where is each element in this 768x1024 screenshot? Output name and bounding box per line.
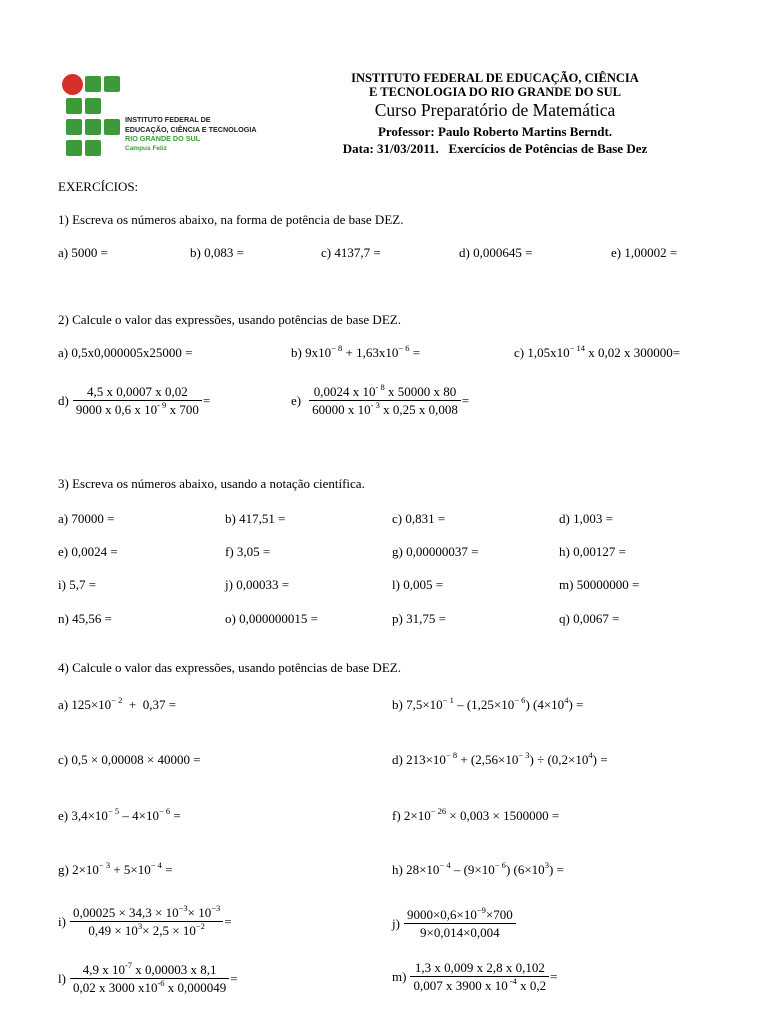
q2-item-a: a) 0,5x0,000005x25000 =: [58, 345, 193, 360]
logo-text-line3: RIO GRANDE DO SUL: [125, 134, 201, 143]
logo-square: [66, 119, 82, 135]
logo-text-line1: INSTITUTO FEDERAL DE: [125, 115, 211, 124]
q3-item: c) 0,831 =: [392, 511, 446, 526]
q3-item: d) 1,003 =: [559, 511, 613, 526]
logo-square: [104, 119, 120, 135]
logo-square: [85, 98, 101, 114]
q3-item: n) 45,56 =: [58, 611, 112, 626]
q3-item: b) 417,51 =: [225, 511, 286, 526]
q4-item-i: i) $\frac{0,00025 \times 34,3 \times 10^{-3}\times 10^{-3}}{0,49 \times 10^3\times 2,5 \times 10^{-2}}$ =: [58, 902, 232, 938]
q4-item-b: b) $7,5\times 10^{- 1} - (1,25\times 10^{- 6}) (4\times 10^4)$ =: [392, 694, 584, 712]
q3-item: i) 5,7 =: [58, 577, 97, 592]
q3-item: e) 0,0024 =: [58, 544, 118, 559]
fraction: $\frac{9000\times 0,6\times 10^{-9}\times 700}{9\times 0,014\times 0,004}$: [404, 906, 516, 941]
q3-item: g) 0,00000037 =: [392, 544, 479, 559]
logo-text-line4: Campus Feliz: [125, 144, 167, 152]
q4-item-m: m) $\frac{1,3 x 0,009 x 2,8 x 0,102}{0,007 x 3900 x 10 ^{-4} x 0,2}$ =: [392, 960, 558, 993]
q2-item-b: b) $9x10^{- 8} + 1,63x10^{- 6}$ =: [291, 342, 421, 360]
q4-item-e: e) $3,4\times 10^{- 5} - 4\times 10^{- 6}$ =: [58, 805, 181, 823]
fraction: $\frac{0,00025 \times 34,3 \times 10^{-3}\times 10^{-3}}{0,49 \times 10^3\times 2,5 \times 10^{-2}}$: [70, 904, 223, 939]
logo-square: [66, 98, 82, 114]
logo-square: [104, 76, 120, 92]
fraction: $\frac{4,9 x 10^{-7} x 0,00003 x 8,1}{0,02 x 3000 x10^{-6} x 0,000049}$: [70, 961, 229, 996]
q3-item: o) 0,000000015 =: [225, 611, 318, 626]
q4-item-j: j) $\frac{9000\times 0,6\times 10^{-9}\times 700}{9\times 0,014\times 0,004}$: [392, 906, 516, 941]
q1-item: d) 0,000645 =: [459, 245, 533, 260]
logo-square: [85, 140, 101, 156]
logo-square: [85, 119, 101, 135]
q4-item-h: h) $28\times 10^{- 4} - (9\times 10^{- 6}) (6\times 10^3)$ =: [392, 859, 564, 877]
fraction: $\frac{1,3 x 0,009 x 2,8 x 0,102}{0,007 x 3900 x 10 ^{-4} x 0,2}$: [410, 959, 549, 994]
institution-line1: INSTITUTO FEDERAL DE EDUCAÇÃO, CIÊNCIA: [351, 71, 639, 85]
q1-item: c) 4137,7 =: [321, 245, 381, 260]
institute-logo: [62, 74, 267, 164]
q2-item-d: d) $\frac{4,5 x 0,0007 x 0,02}{9000 x 0,6 x 10^{- 9} x 700}$ =: [58, 384, 211, 417]
q1-item: a) 5000 =: [58, 245, 108, 260]
q3-item: l) 0,005 =: [392, 577, 444, 592]
q3-item: p) 31,75 =: [392, 611, 446, 626]
date-line: Data: 31/03/2011. Exercícios de Potências de Base Dez: [342, 141, 648, 156]
q4-item-l: l) $\frac{4,9 x 10^{-7} x 0,00003 x 8,1}{0,02 x 3000 x10^{-6} x 0,000049}$ =: [58, 959, 238, 995]
q4-item-a: a) $125\times 10^{- 2} + 0,37$ =: [58, 694, 177, 712]
q4-item-f: f) $2\times 10^{- 26} \times 0,003 \times 1500000$ =: [392, 805, 560, 823]
q3-item: q) 0,0067 =: [559, 611, 620, 626]
q1-item: b) 0,083 =: [190, 245, 244, 260]
q3-prompt: 3) Escreva os números abaixo, usando a notação científica.: [58, 476, 365, 491]
logo-text-line2: EDUCAÇÃO, CIÊNCIA E TECNOLOGIA: [125, 124, 257, 134]
q4-item-d: d) $213\times 10^{- 8} + (2,56\times 10^{- 3}) \div (0,2\times 10^4)$ =: [392, 749, 608, 767]
q3-item: m) 50000000 =: [559, 577, 640, 592]
q2-item-c: c) $1,05x10^{- 14}$ x 0,02 x 300000=: [514, 342, 681, 360]
q3-item: f) 3,05 =: [225, 544, 271, 559]
q4-prompt: 4) Calcule o valor das expressões, usando potências de base DEZ.: [58, 660, 401, 675]
q4-item-g: g) $2\times 10^{- 3} + 5\times 10^{- 4}$ =: [58, 859, 173, 877]
q3-item: j) 0,00033 =: [225, 577, 290, 592]
logo-square: [85, 76, 101, 92]
fraction: $\frac{4,5 x 0,0007 x 0,02}{9000 x 0,6 x 10^{- 9} x 700}$: [73, 383, 202, 418]
q1-prompt: 1) Escreva os números abaixo, na forma de potência de base DEZ.: [58, 212, 404, 227]
q4-item-c: c) 0,5 × 0,00008 × 40000 =: [58, 752, 201, 767]
institution-line2: E TECNOLOGIA DO RIO GRANDE DO SUL: [369, 85, 621, 99]
logo-red-circle: [62, 74, 83, 95]
logo-square: [66, 140, 82, 156]
professor-name: Professor: Paulo Roberto Martins Berndt.: [377, 124, 613, 139]
q3-item: a) 70000 =: [58, 511, 115, 526]
q2-item-e: e) $\frac{0,0024 x 10^{- 8} x 50000 x 80}{60000 x 10^{- 3} x 0,25 x 0,008}$ =: [291, 381, 470, 417]
q1-item: e) 1,00002 =: [611, 245, 678, 260]
section-title: EXERCÍCIOS:: [58, 179, 139, 194]
fraction: $\frac{0,0024 x 10^{- 8} x 50000 x 80}{60000 x 10^{- 3} x 0,25 x 0,008}$: [309, 383, 461, 418]
q2-prompt: 2) Calcule o valor das expressões, usando potências de base DEZ.: [58, 312, 401, 327]
q3-item: h) 0,00127 =: [559, 544, 626, 559]
course-title: Curso Preparatório de Matemática: [374, 100, 616, 120]
